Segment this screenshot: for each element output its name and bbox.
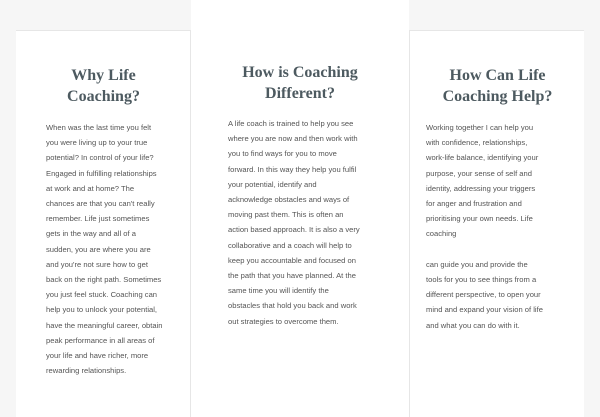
card-body: A life coach is trained to help you see where you are now and then work with you to find ways for you to move forward. In this way they help you fulfil your potential, identify and acknowledge obstacles and ways of moving past them. This is often an action based approach. It is also a very collaborative and a coach will help to keep you accountable and focused on the path that you have planned. At the same time you will identify the obstacles that hold you back and work out strategies to overcome them. — [228, 119, 360, 326]
card-body: When was the last time you felt you were living up to your true potential? In control of your life? Engaged in fulfilling relationships at work and at home? The chances are that you can't really remember. Life just sometimes gets in the way and all of a sudden, you are where you are and you're not sure how to get back on the right path. Sometimes you just feel stuck. Coaching can help you to unlock your potential, have the meaningful career, obtain peak performance in all areas of your life and have richer, more rewarding relationships. — [46, 123, 163, 376]
card-title: Why Life Coaching? — [67, 67, 140, 105]
card-why-life-coaching — [16, 30, 191, 417]
card-how-is-coaching-different — [191, 0, 409, 417]
card-how-can-life-coaching-help — [409, 30, 584, 417]
card-body: Working together I can help you with confidence, relationships, work-life balance, identifying your purpose, your sense of self and identity, addressing your triggers for anger and frustration and prioritising your own needs. Life coaching can guide you and provide the tools for you to see things from a different perspective, to open your mind and expand your vision of life and what you can do with it. — [426, 123, 543, 330]
card-title: How Can Life Coaching Help? — [442, 67, 553, 105]
card-title: How is Coaching Different? — [242, 64, 358, 102]
